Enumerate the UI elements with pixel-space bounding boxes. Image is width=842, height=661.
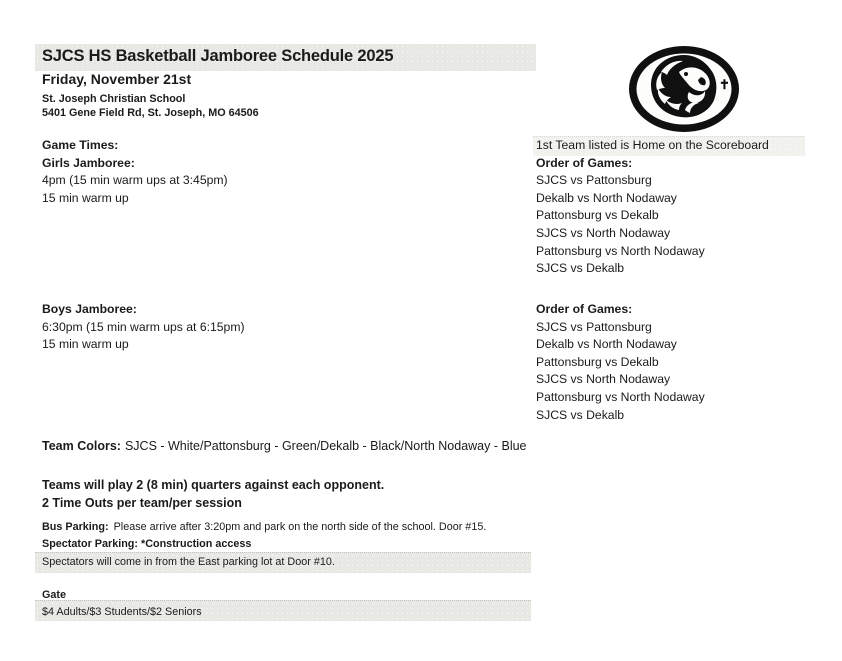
boys-warmup: 15 min warm up: [42, 337, 129, 352]
game-matchup: Dekalb vs North Nodaway: [536, 190, 677, 205]
girls-warmup: 15 min warm up: [42, 190, 129, 205]
girls-order-heading: Order of Games:: [536, 155, 633, 170]
girls-time: 4pm (15 min warm ups at 3:45pm): [42, 173, 228, 188]
gate-heading: Gate: [42, 589, 67, 601]
cross-icon: ✝: [719, 77, 730, 92]
game-matchup: Pattonsburg vs Dekalb: [536, 208, 659, 223]
boys-time: 6:30pm (15 min warm ups at 6:15pm): [42, 319, 245, 334]
game-times-section: [42, 137, 228, 207]
team-colors-value: SJCS - White/Pattonsburg - Green/Dekalb - Black/North Nodaway - Blue: [124, 439, 527, 453]
game-matchup: Dekalb vs North Nodaway: [536, 337, 677, 352]
game-matchup: Pattonsburg vs Dekalb: [536, 354, 659, 369]
event-date: Friday, November 21st: [42, 71, 192, 87]
girls-jamboree-heading: Girls Jamboree:: [42, 155, 135, 170]
bus-parking-label: Bus Parking:: [42, 521, 109, 533]
page-title: SJCS HS Basketball Jamboree Schedule 2025: [42, 47, 394, 65]
game-matchup: SJCS vs North Nodaway: [536, 225, 671, 240]
bus-parking-line: [42, 519, 486, 536]
school-name: St. Joseph Christian School: [42, 93, 186, 105]
parking-section: [42, 519, 486, 571]
game-matchup: SJCS vs North Nodaway: [536, 372, 671, 387]
lion-logo-icon: [627, 44, 743, 136]
rule-quarters: Teams will play 2 (8 min) quarters against each opponent.: [42, 478, 385, 492]
school-address: 5401 Gene Field Rd, St. Joseph, MO 64506: [42, 107, 259, 119]
game-matchup: SJCS vs Dekalb: [536, 407, 625, 422]
boys-jamboree-heading: Boys Jamboree:: [42, 302, 137, 316]
game-times-heading: Game Times:: [42, 138, 119, 152]
game-matchup: SJCS vs Dekalb: [536, 261, 625, 276]
game-matchup: SJCS vs Pattonsburg: [536, 173, 652, 188]
rule-timeouts: 2 Time Outs per team/per session: [42, 495, 242, 510]
scoreboard-note: 1st Team listed is Home on the Scoreboard: [536, 138, 769, 152]
gate-section: [42, 587, 202, 622]
boys-order-heading: Order of Games:: [536, 302, 633, 316]
game-matchup: Pattonsburg vs North Nodaway: [536, 389, 705, 404]
game-matchup: Pattonsburg vs North Nodaway: [536, 243, 705, 258]
game-matchup: SJCS vs Pattonsburg: [536, 319, 652, 334]
bus-parking-text: Please arrive after 3:20pm and park on the north side of the school. Door #15.: [113, 521, 487, 533]
boys-jamboree-section: [42, 301, 245, 354]
gate-prices: $4 Adults/$3 Students/$2 Seniors: [42, 606, 202, 619]
team-colors-label: Team Colors:: [42, 439, 121, 453]
team-colors-line: [42, 439, 527, 453]
rules-section: [42, 477, 384, 512]
boys-order-section: [536, 301, 705, 424]
spectator-entry-note: Spectators will come in from the East parking lot at Door #10.: [42, 555, 335, 568]
girls-order-section: [536, 137, 769, 278]
spectator-parking-line: Spectator Parking: *Construction access: [42, 538, 252, 551]
